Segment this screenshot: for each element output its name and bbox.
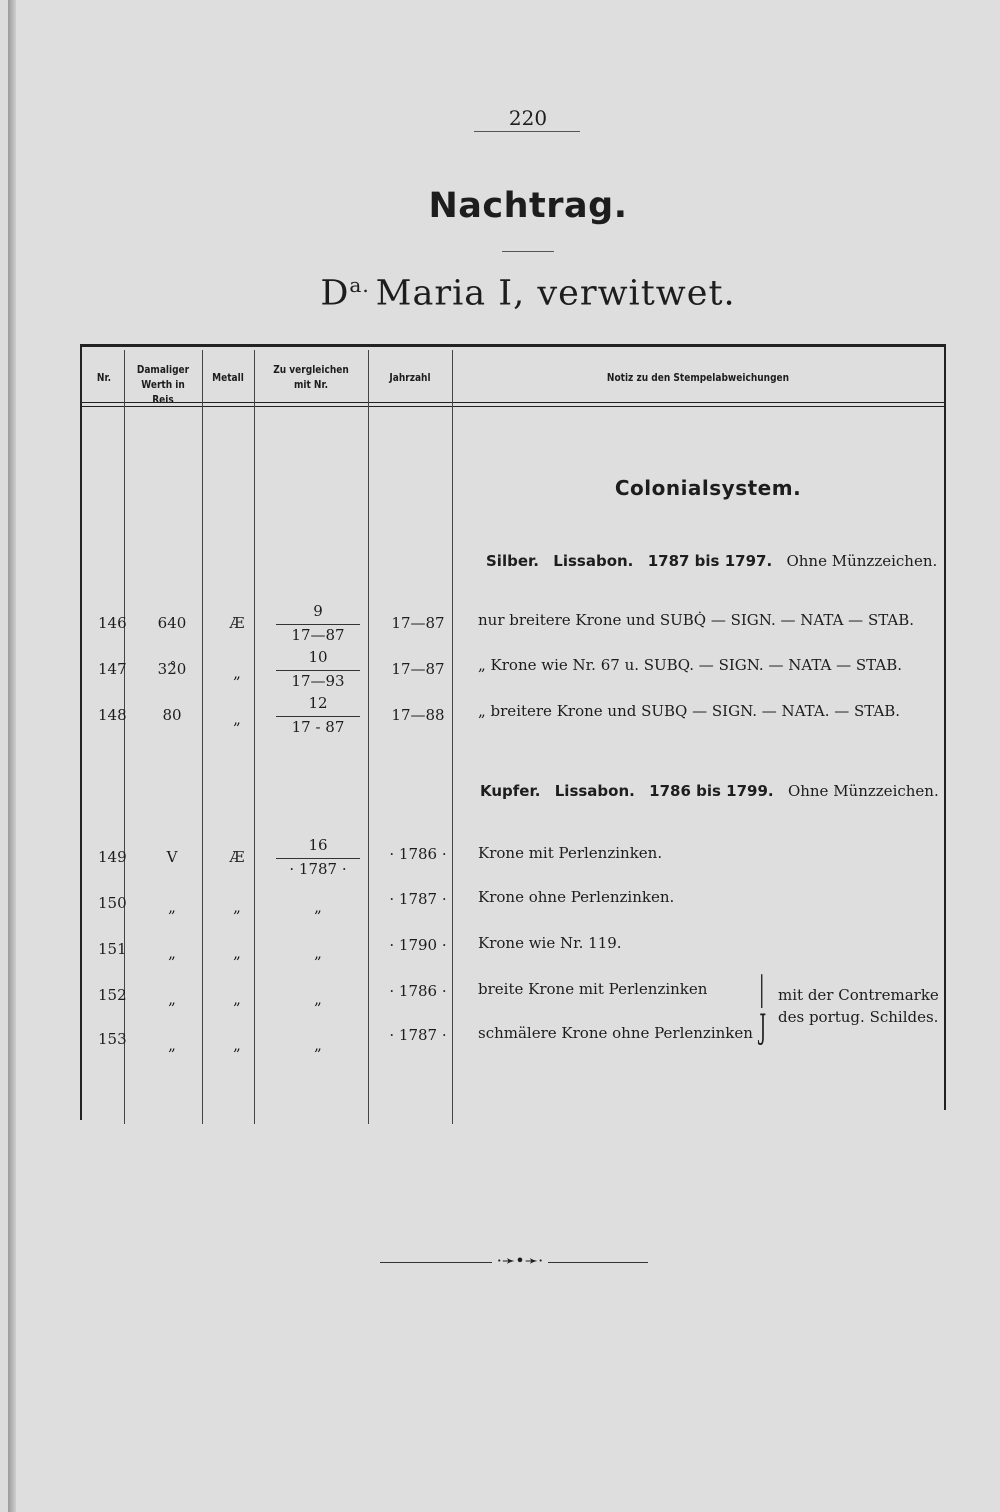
header-vergleich-line-2: mit Nr. (293, 378, 329, 391)
header-vergleich-line-1: Zu vergleichen (273, 363, 349, 376)
row-cmp: „ (314, 1036, 322, 1054)
ornament: ·➛•➛· (496, 1251, 544, 1270)
page-number: 220 (508, 106, 548, 130)
header-rule-2 (80, 406, 946, 407)
row-jahr: 17—87 (391, 660, 445, 678)
row-notiz: Krone wie Nr. 119. (478, 934, 622, 952)
row-metall: Æ (229, 848, 245, 866)
row-nr: 152 (98, 986, 127, 1004)
silber-heading (486, 552, 937, 570)
row-jahr: · 1786 · (389, 982, 447, 1000)
row-nr: 149 (98, 848, 127, 866)
row-metall: „ (233, 1036, 241, 1054)
table-right-border (944, 346, 946, 1110)
ornament-rule-left (380, 1262, 492, 1263)
section-heading: Colonialsystem. (614, 476, 802, 500)
header-wert-line-2: Werth in Reis (141, 378, 185, 406)
fraction-rule (276, 716, 360, 717)
row-notiz: „ breitere Krone und SUBQ — SIGN. — NATA. — STAB. (478, 702, 901, 720)
header-notiz: Notiz zu den Stempelabweichungen (606, 371, 790, 384)
header-nr: Nr. (96, 371, 112, 384)
brace-upper: | (758, 969, 765, 1009)
header-jahrzahl: Jahrzahl (389, 371, 431, 384)
bracket-note-line-1: mit der Contremarke (778, 986, 939, 1004)
column-divider-1 (124, 350, 125, 1124)
row-cmp-bottom: 17 - 87 (291, 718, 345, 736)
header-rule-1 (80, 402, 946, 403)
row-jahr: · 1790 · (389, 936, 447, 954)
row-wert: „ (168, 1036, 176, 1054)
subtitle (308, 273, 748, 314)
table-left-border (80, 346, 82, 1120)
kupfer-note: Ohne Münzzeichen. (787, 782, 939, 800)
table-top-rule (80, 344, 946, 347)
row-metall: „ (233, 710, 241, 728)
row-metall: „ (233, 944, 241, 962)
silber-note: Ohne Münzzeichen. (786, 552, 938, 570)
row-nr: 151 (98, 940, 127, 958)
fraction-rule (276, 858, 360, 859)
row-nr: 148 (98, 706, 127, 724)
row-notiz: „ Krone wie Nr. 67 u. SUBQ. — SIGN. — NATA — STAB. (478, 656, 902, 674)
row-wert: V (166, 848, 178, 866)
document-page (8, 0, 1000, 1512)
row-notiz: Krone mit Perlenzinken. (478, 844, 663, 862)
subtitle-superscript: a. (349, 273, 370, 297)
column-divider-4 (368, 350, 369, 1124)
subtitle-prefix: D (320, 273, 350, 314)
row-notiz: breite Krone mit Perlenzinken (478, 980, 708, 998)
row-notiz: nur breitere Krone und SUBQ̇ — SIGN. — NATA — STAB. (478, 611, 915, 629)
row-nr: 150 (98, 894, 127, 912)
silber-place: Lissabon. (553, 552, 634, 570)
kupfer-range: 1786 bis 1799. (649, 782, 774, 800)
header-vergleich (264, 362, 357, 392)
kupfer-heading (480, 782, 939, 800)
row-cmp: „ (314, 990, 322, 1008)
main-title: Nachtrag. (428, 186, 628, 226)
row-cmp-top: 10 (308, 648, 328, 666)
row-wert: 80 (162, 706, 182, 724)
row-cmp: „ (314, 944, 322, 962)
silber-range: 1787 bis 1797. (647, 552, 773, 570)
row-nr: 146 (98, 614, 127, 632)
row-jahr: · 1786 · (389, 845, 447, 863)
row-wert: „ (168, 990, 176, 1008)
row-cmp-bottom: · 1787 · (289, 860, 347, 878)
row-jahr: 17—88 (391, 706, 445, 724)
row-jahr: · 1787 · (389, 890, 447, 908)
row-cmp-bottom: 17—87 (291, 626, 345, 644)
fraction-rule (276, 624, 360, 625)
row-notiz: Krone ohne Perlenzinken. (478, 888, 675, 906)
column-divider-5 (452, 350, 453, 1124)
row-wert: 640 (157, 614, 187, 632)
fraction-rule (276, 670, 360, 671)
row-metall: „ (233, 990, 241, 1008)
row-nr: 153 (98, 1030, 127, 1048)
header-metall: Metall (212, 371, 244, 384)
row-wert: „ (168, 898, 176, 916)
row-cmp-top: 16 (308, 836, 328, 854)
row-cmp-top: 9 (313, 602, 323, 620)
brace-lower: J (759, 1007, 767, 1047)
row-cmp-top: 12 (308, 694, 328, 712)
page-number-rule (474, 131, 580, 132)
kupfer-metal: Kupfer. (480, 782, 541, 800)
row-metall: Æ (229, 614, 245, 632)
subtitle-text: Maria I, verwitwet. (375, 273, 736, 314)
row-cmp: „ (314, 898, 322, 916)
kupfer-place: Lissabon. (554, 782, 635, 800)
row-cmp-bottom: 17—93 (291, 672, 345, 690)
title-rule (502, 251, 554, 252)
silber-metal: Silber. (486, 552, 539, 570)
row-wert: 32̊0 (157, 660, 187, 678)
header-wert (131, 362, 195, 407)
row-jahr: · 1787 · (389, 1026, 447, 1044)
row-nr: 147 (98, 660, 127, 678)
header-wert-line-1: Damaliger (136, 363, 190, 376)
row-metall: „ (233, 664, 241, 682)
row-notiz: schmälere Krone ohne Perlenzinken (478, 1024, 753, 1042)
row-jahr: 17—87 (391, 614, 445, 632)
bracket-note-line-2: des portug. Schildes. (778, 1008, 939, 1026)
row-metall: „ (233, 898, 241, 916)
row-wert: „ (168, 944, 176, 962)
ornament-rule-right (548, 1262, 648, 1263)
page-binding-edge (8, 0, 16, 1512)
